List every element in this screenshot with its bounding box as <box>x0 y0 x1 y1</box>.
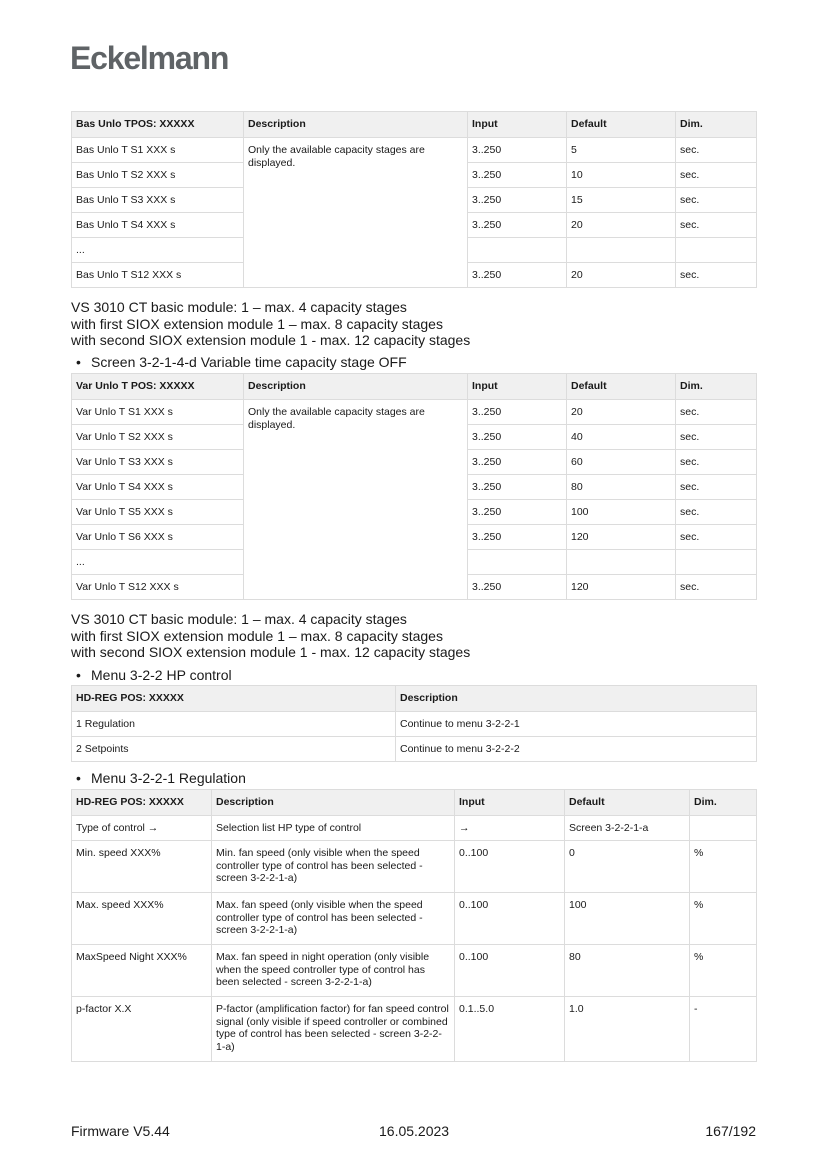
menu-item-description: Continue to menu 3-2-2-2 <box>396 737 757 762</box>
param-dim: sec. <box>676 450 757 475</box>
param-dim: % <box>690 893 757 945</box>
hp-control-menu-table <box>71 685 757 762</box>
param-input: 3..250 <box>468 400 567 425</box>
param-name: p-factor X.X <box>72 997 212 1062</box>
param-dim: sec. <box>676 425 757 450</box>
column-header: Description <box>396 686 757 712</box>
param-default <box>567 238 676 263</box>
module-note <box>71 611 470 661</box>
param-default: 100 <box>565 893 690 945</box>
param-input: 3..250 <box>468 525 567 550</box>
column-header: HD-REG POS: XXXXX <box>72 686 396 712</box>
column-header: Default <box>567 112 676 138</box>
param-dim: sec. <box>676 525 757 550</box>
param-input: 3..250 <box>468 475 567 500</box>
param-description: Max. fan speed in night operation (only visible when the speed controller type of control has been selected - screen 3-2-2-1-a) <box>212 945 455 997</box>
note-line: VS 3010 CT basic module: 1 – max. 4 capacity stages <box>71 299 407 315</box>
param-name: Var Unlo T S3 XXX s <box>72 450 244 475</box>
param-description: P-factor (amplification factor) for fan speed control signal (only visible if speed controller or combined type of control has been selected - screen 3-2-2-1-a) <box>212 997 455 1062</box>
param-default: 5 <box>567 138 676 163</box>
param-dim: % <box>690 841 757 893</box>
param-name: Var Unlo T S5 XXX s <box>72 500 244 525</box>
table-row <box>72 138 757 163</box>
column-header: Input <box>455 790 565 816</box>
section-bullet <box>76 667 232 683</box>
param-name: Bas Unlo T S4 XXX s <box>72 213 244 238</box>
column-header: Bas Unlo TPOS: XXXXX <box>72 112 244 138</box>
param-default: 15 <box>567 188 676 213</box>
param-input: 0..100 <box>455 893 565 945</box>
param-name: ... <box>72 238 244 263</box>
table-row <box>72 737 757 762</box>
param-default: 20 <box>567 263 676 288</box>
param-name: Type of control → <box>72 816 212 841</box>
column-header: Dim. <box>676 112 757 138</box>
param-default: 20 <box>567 400 676 425</box>
param-name: Var Unlo T S1 XXX s <box>72 400 244 425</box>
param-input: 3..250 <box>468 213 567 238</box>
param-input: → <box>455 816 565 841</box>
table-header-row <box>72 790 757 816</box>
table-row <box>72 816 757 841</box>
column-header: Input <box>468 112 567 138</box>
param-input: 3..250 <box>468 425 567 450</box>
bullet-icon: • <box>76 354 81 370</box>
param-description: Max. fan speed (only visible when the speed controller type of control has been selected - screen 3-2-2-1-a) <box>212 893 455 945</box>
param-dim <box>676 550 757 575</box>
param-description: Only the available capacity stages are displayed. <box>244 400 468 600</box>
param-dim: sec. <box>676 138 757 163</box>
column-header: Description <box>212 790 455 816</box>
param-name: MaxSpeed Night XXX% <box>72 945 212 997</box>
column-header: HD-REG POS: XXXXX <box>72 790 212 816</box>
param-dim <box>676 238 757 263</box>
param-dim: sec. <box>676 500 757 525</box>
section-title: Menu 3-2-2 HP control <box>91 667 232 683</box>
section-title: Menu 3-2-2-1 Regulation <box>91 770 246 786</box>
param-default: 20 <box>567 213 676 238</box>
param-default: 40 <box>567 425 676 450</box>
param-dim: sec. <box>676 263 757 288</box>
param-default <box>567 550 676 575</box>
param-name: Min. speed XXX% <box>72 841 212 893</box>
table-row <box>72 400 757 425</box>
column-header: Description <box>244 112 468 138</box>
param-default: 10 <box>567 163 676 188</box>
param-input: 3..250 <box>468 500 567 525</box>
param-name: Bas Unlo T S3 XXX s <box>72 188 244 213</box>
menu-item-description: Continue to menu 3-2-2-1 <box>396 712 757 737</box>
table-row <box>72 893 757 945</box>
param-input: 0..100 <box>455 841 565 893</box>
param-name: Var Unlo T S6 XXX s <box>72 525 244 550</box>
menu-item-name: 1 Regulation <box>72 712 396 737</box>
param-input: 0..100 <box>455 945 565 997</box>
param-description: Selection list HP type of control <box>212 816 455 841</box>
bullet-icon: • <box>76 770 81 786</box>
param-name: Max. speed XXX% <box>72 893 212 945</box>
column-header: Default <box>567 374 676 400</box>
column-header: Var Unlo T POS: XXXXX <box>72 374 244 400</box>
param-dim: sec. <box>676 400 757 425</box>
bas-unlo-table <box>71 111 757 288</box>
param-input: 3..250 <box>468 263 567 288</box>
param-description: Min. fan speed (only visible when the speed controller type of control has been selected - screen 3-2-2-1-a) <box>212 841 455 893</box>
param-name: Bas Unlo T S2 XXX s <box>72 163 244 188</box>
param-dim: sec. <box>676 475 757 500</box>
param-default: 80 <box>565 945 690 997</box>
table-row <box>72 997 757 1062</box>
param-input: 3..250 <box>468 138 567 163</box>
param-dim: sec. <box>676 163 757 188</box>
table-header-row <box>72 112 757 138</box>
param-name: Bas Unlo T S12 XXX s <box>72 263 244 288</box>
column-header: Default <box>565 790 690 816</box>
param-dim <box>690 816 757 841</box>
table-row <box>72 945 757 997</box>
param-description: Only the available capacity stages are displayed. <box>244 138 468 288</box>
note-line: with second SIOX extension module 1 - max. 12 capacity stages <box>71 332 471 348</box>
module-note <box>71 299 470 349</box>
var-unlo-table <box>71 373 757 600</box>
note-line: VS 3010 CT basic module: 1 – max. 4 capacity stages <box>71 611 407 627</box>
param-input <box>468 238 567 263</box>
param-input: 3..250 <box>468 575 567 600</box>
param-input <box>468 550 567 575</box>
param-name: Var Unlo T S2 XXX s <box>72 425 244 450</box>
param-dim: % <box>690 945 757 997</box>
param-dim: - <box>690 997 757 1062</box>
param-name: ... <box>72 550 244 575</box>
param-name: Var Unlo T S4 XXX s <box>72 475 244 500</box>
param-name: Bas Unlo T S1 XXX s <box>72 138 244 163</box>
param-dim: sec. <box>676 575 757 600</box>
table-header-row <box>72 686 757 712</box>
column-header: Dim. <box>690 790 757 816</box>
param-dim: sec. <box>676 213 757 238</box>
note-line: with first SIOX extension module 1 – max. 8 capacity stages <box>71 315 443 332</box>
param-input: 3..250 <box>468 450 567 475</box>
param-input: 3..250 <box>468 188 567 213</box>
bullet-icon: • <box>76 667 81 683</box>
param-default: 120 <box>567 575 676 600</box>
note-line: with second SIOX extension module 1 - max. 12 capacity stages <box>71 644 471 660</box>
param-input: 3..250 <box>468 163 567 188</box>
param-default: 0 <box>565 841 690 893</box>
eckelmann-logo: Eckelmann <box>70 40 229 76</box>
param-name: Var Unlo T S12 XXX s <box>72 575 244 600</box>
column-header: Input <box>468 374 567 400</box>
column-header: Description <box>244 374 468 400</box>
section-bullet <box>76 770 246 786</box>
note-line: with first SIOX extension module 1 – max. 8 capacity stages <box>71 627 443 644</box>
table-row <box>72 712 757 737</box>
param-dim: sec. <box>676 188 757 213</box>
table-header-row <box>72 374 757 400</box>
regulation-table <box>71 789 757 1062</box>
param-default: 120 <box>567 525 676 550</box>
param-default: Screen 3-2-2-1-a <box>565 816 690 841</box>
menu-item-name: 2 Setpoints <box>72 737 396 762</box>
footer-firmware: Firmware V5.44 <box>71 1123 170 1139</box>
section-bullet <box>76 354 407 370</box>
table-row <box>72 841 757 893</box>
param-default: 80 <box>567 475 676 500</box>
section-title: Screen 3-2-1-4-d Variable time capacity stage OFF <box>91 354 407 370</box>
footer-date: 16.05.2023 <box>379 1123 450 1139</box>
param-default: 100 <box>567 500 676 525</box>
footer-page-number: 167/192 <box>705 1123 756 1139</box>
column-header: Dim. <box>676 374 757 400</box>
param-default: 60 <box>567 450 676 475</box>
param-default: 1.0 <box>565 997 690 1062</box>
param-input: 0.1..5.0 <box>455 997 565 1062</box>
